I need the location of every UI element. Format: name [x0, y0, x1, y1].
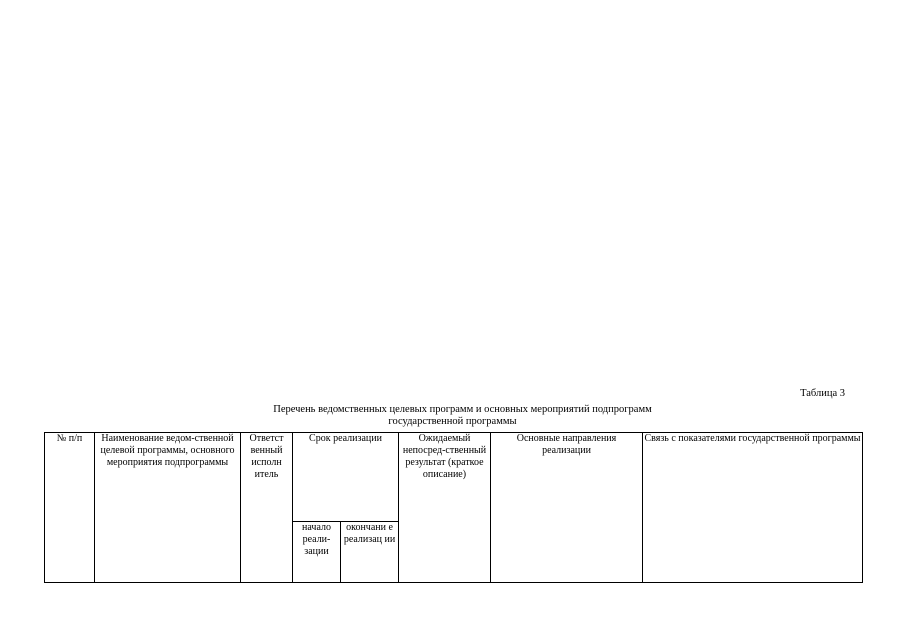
header-num: № п/п: [45, 433, 95, 583]
header-term: Срок реализации: [293, 433, 399, 522]
header-result: Ожидаемый непосред-ственный результат (краткое описание): [399, 433, 491, 583]
table-caption: Таблица 3: [800, 388, 845, 399]
program-table: [44, 432, 863, 583]
header-executor: Ответст венный исполн итель: [241, 433, 293, 583]
title-line-2: государственной программы: [388, 416, 517, 427]
header-term-end: окончани е реализац ии: [341, 522, 399, 583]
document-title: [0, 404, 905, 428]
title-line-1: Перечень ведомственных целевых программ и основных мероприятий подпрограмм: [273, 404, 652, 415]
header-link: Связь с показателями государственной программы: [643, 433, 863, 583]
header-name: Наименование ведом-ственной целевой программы, основного мероприятия подпрограммы: [95, 433, 241, 583]
header-directions: Основные направления реализации: [491, 433, 643, 583]
header-term-start: начало реали-зации: [293, 522, 341, 583]
